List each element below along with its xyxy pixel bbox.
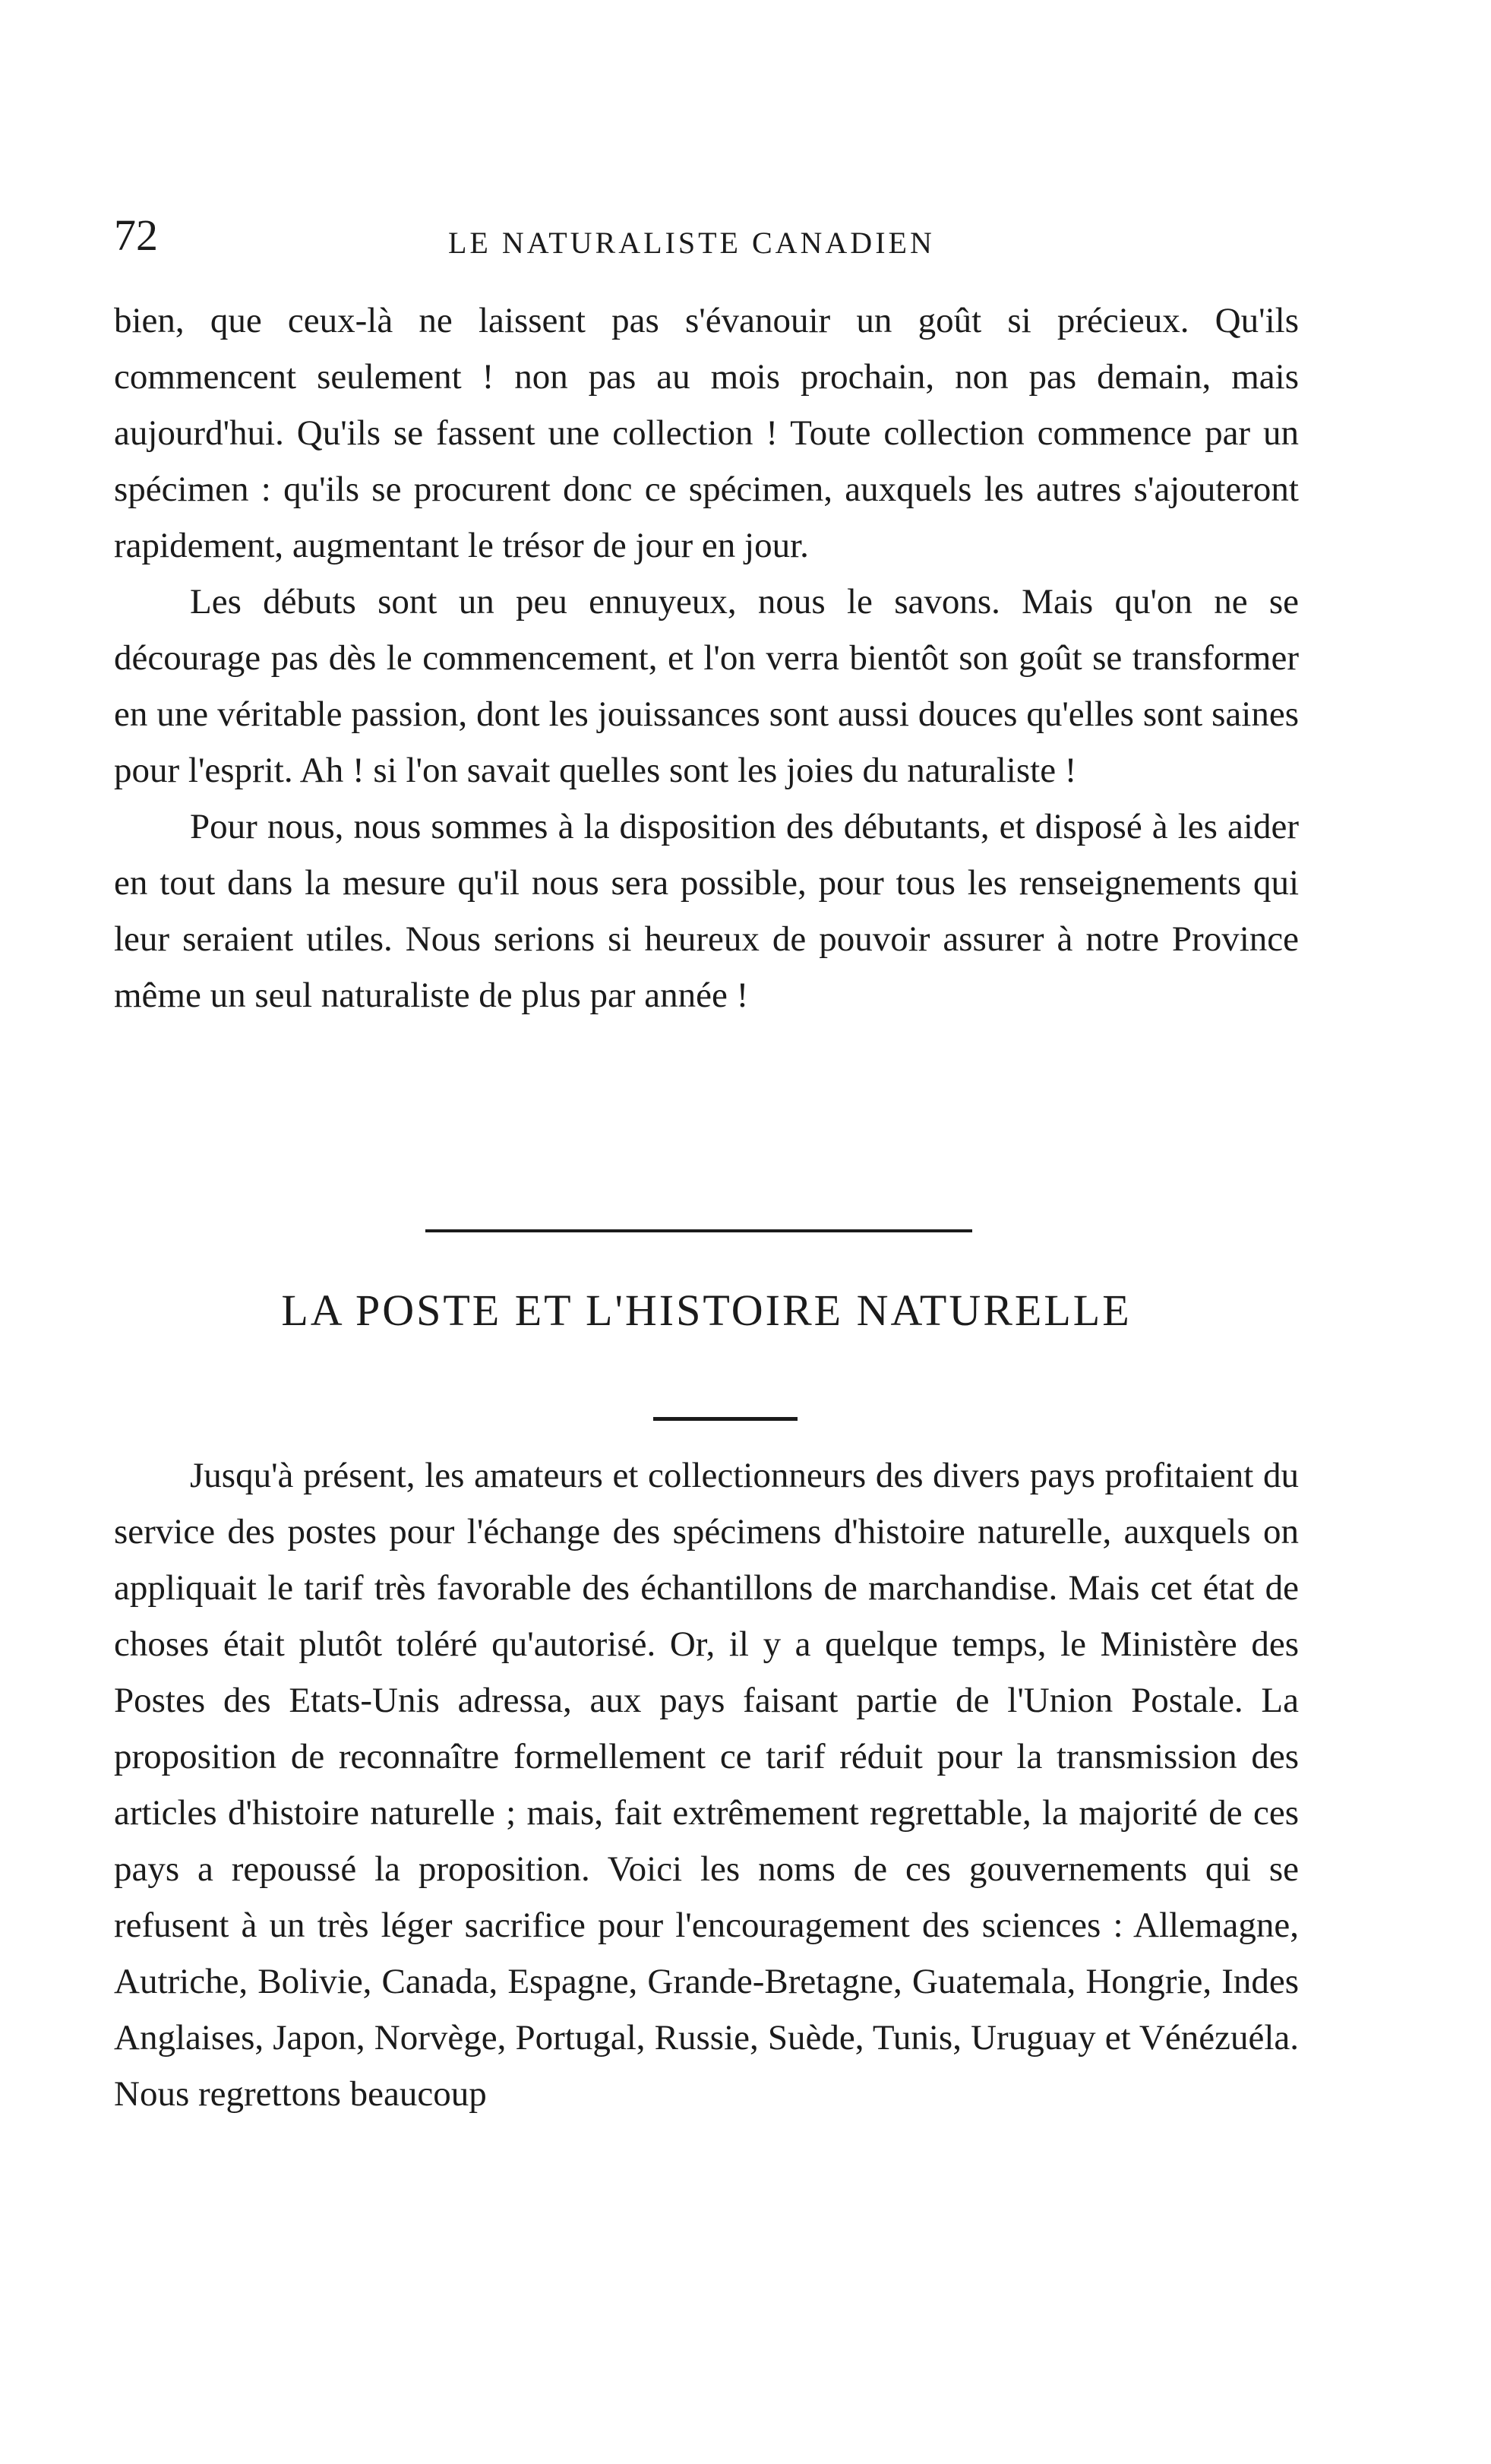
paragraph: Jusqu'à présent, les amateurs et collectionneurs des divers pays profitaient du service des postes pour l'échange des spécimens d'histoire naturelle, auxquels on appliquait le tarif très favorable des échantillons de marchandise. Mais cet état de choses était plutôt toléré qu'autorisé. Or, il y a quelque temps, le Ministère des Postes des Etats-Unis adressa, aux pays faisant partie de l'Union Postale. La proposition de reconnaître formellement ce tarif réduit pour la transmission des articles d'histoire naturelle ; mais, fait extrêmement regrettable, la majorité de ces pays a repoussé la proposition. Voici les noms de ces gouvernements qui se refusent à un très léger sacrifice pour l'encouragement des sciences : Allemagne, Autriche, Bolivie, Canada, Espagne, Grande-Bretagne, Guatemala, Hongrie, Indes Anglaises, Japon, Norvège, Portugal, Russie, Suède, Tunis, Uruguay et Vénézuéla. Nous regrettons beaucoup (114, 1456, 1299, 2114)
page-number: 72 (114, 210, 158, 260)
title-underline (653, 1417, 798, 1421)
page-header (114, 205, 1299, 266)
section-title: LA POSTE ET L'HISTOIRE NATURELLE (281, 1286, 1132, 1335)
paragraph: bien, que ceux-là ne laissent pas s'évanouir un goût si précieux. Qu'ils commencent seulement ! non pas au mois prochain, non pas demain, mais aujourd'hui. Qu'ils se fassent une collection ! Toute collection commence par un spécimen : qu'ils se procurent donc ce spécimen, auxquels les autres s'ajouteront rapidement, augmentant le trésor de jour en jour. (114, 301, 1299, 565)
section-body-text (114, 1447, 1299, 2122)
paragraph: Les débuts sont un peu ennuyeux, nous le savons. Mais qu'on ne se décourage pas dès le commencement, et l'on verra bientôt son goût se transformer en une véritable passion, dont les jouissances sont aussi douces qu'elles sont saines pour l'esprit. Ah ! si l'on savait quelles sont les joies du naturaliste ! (114, 582, 1299, 790)
running-title: LE NATURALISTE CANADIEN (448, 226, 935, 260)
paragraph: Pour nous, nous sommes à la disposition des débutants, et disposé à les aider en tout dans la mesure qu'il nous sera possible, pour tous les renseignements qui leur seraient utiles. Nous serions si heureux de pouvoir assurer à notre Province même un seul naturaliste de plus par année ! (114, 807, 1299, 1015)
section-divider (425, 1229, 972, 1232)
body-text-continued (114, 293, 1299, 1023)
